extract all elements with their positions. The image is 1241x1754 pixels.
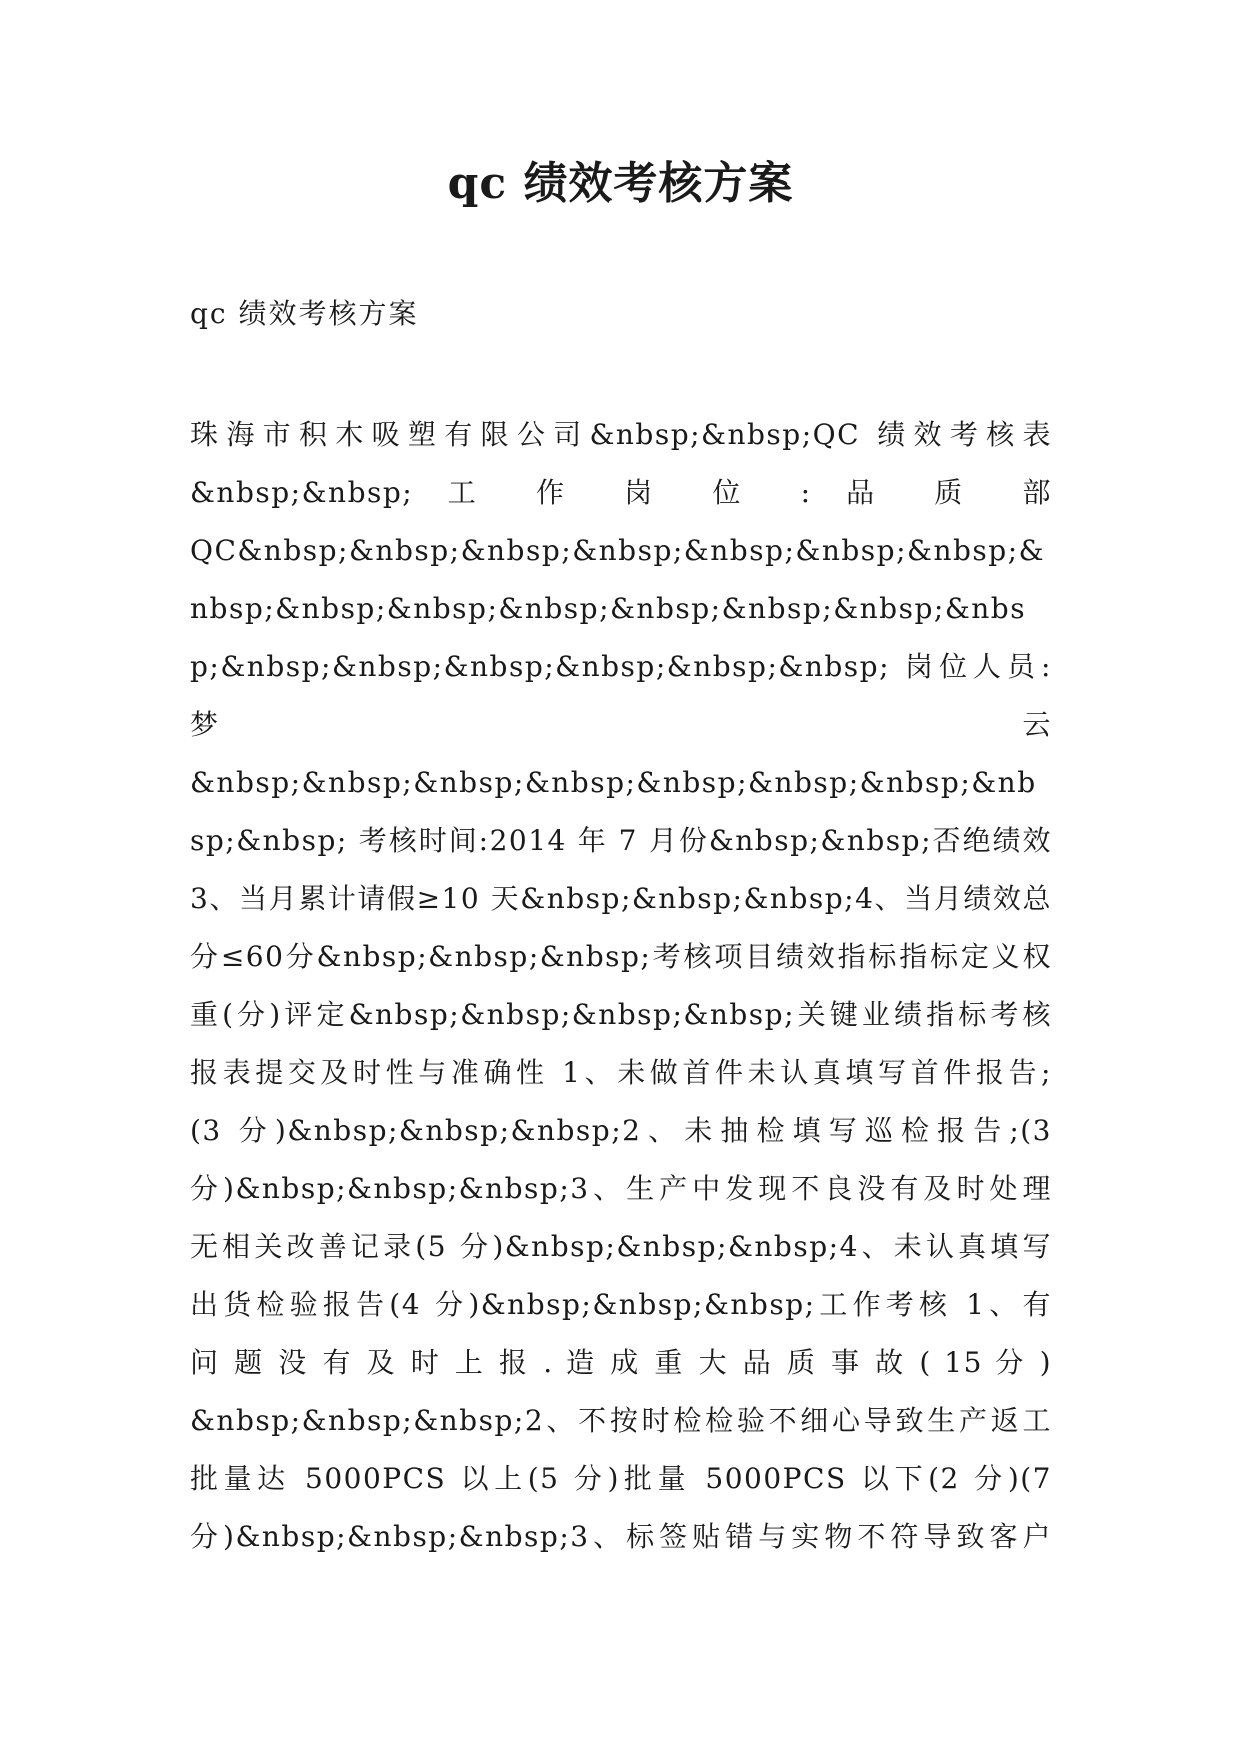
body-line: &nbsp;&nbsp;&nbsp;&nbsp;&nbsp;&nbsp;&nbsp;&nb bbox=[190, 766, 1037, 799]
body-line: nbsp;&nbsp;&nbsp;&nbsp;&nbsp;&nbsp;&nbsp;&nbs bbox=[190, 592, 1027, 625]
body-line: &nbsp;&nbsp; 工 作 岗 位 : 品 质 部 bbox=[190, 476, 1052, 509]
body-line: 3、当月累计请假≥10 天&nbsp;&nbsp;&nbsp;4、当月绩效总 bbox=[190, 882, 1052, 915]
body-line: (3 分)&nbsp;&nbsp;&nbsp;2、未抽检填写巡检报告;(3 bbox=[190, 1114, 1052, 1147]
body-line: QC&nbsp;&nbsp;&nbsp;&nbsp;&nbsp;&nbsp;&nbsp;& bbox=[190, 534, 1046, 567]
document-title: qc 绩效考核方案 bbox=[447, 158, 794, 209]
body-line: 问 题 没 有 及 时 上 报 . 造 成 重 大 品 质 事 故 ( 15 分 ) bbox=[190, 1346, 1052, 1379]
document-subtitle: qc 绩效考核方案 bbox=[190, 297, 419, 330]
body-line: 分)&nbsp;&nbsp;&nbsp;3、生产中发现不良没有及时处理 bbox=[190, 1172, 1052, 1205]
body-line: &nbsp;&nbsp;&nbsp;2、不按时检检验不细心导致生产返工 bbox=[190, 1404, 1052, 1437]
body-line: 无相关改善记录(5 分)&nbsp;&nbsp;&nbsp;4、未认真填写 bbox=[190, 1230, 1052, 1263]
body-line: sp;&nbsp; 考核时间:2014 年 7 月份&nbsp;&nbsp;否绝绩效 bbox=[190, 824, 1052, 857]
body-line: 报表提交及时性与准确性 1、未做首件未认真填写首件报告; bbox=[190, 1056, 1052, 1089]
body-line: 出货检验报告(4 分)&nbsp;&nbsp;&nbsp;工作考核 1、有 bbox=[190, 1288, 1052, 1321]
body-line: 分)&nbsp;&nbsp;&nbsp;3、标签贴错与实物不符导致客户 bbox=[190, 1520, 1052, 1553]
body-line: p;&nbsp;&nbsp;&nbsp;&nbsp;&nbsp;&nbsp; 岗位人员: bbox=[190, 650, 1052, 683]
body-line: 梦 云 bbox=[190, 708, 1052, 741]
body-line: 分≤60分&nbsp;&nbsp;&nbsp;考核项目绩效指标指标定义权 bbox=[190, 940, 1052, 973]
body-line: 批量达 5000PCS 以上(5 分)批量 5000PCS 以下(2 分)(7 bbox=[190, 1462, 1052, 1495]
body-line: 珠海市积木吸塑有限公司&nbsp;&nbsp;QC 绩效考核表 bbox=[190, 418, 1052, 451]
document-body bbox=[190, 406, 1052, 1566]
body-line: 重(分)评定&nbsp;&nbsp;&nbsp;&nbsp;关键业绩指标考核 bbox=[190, 998, 1052, 1031]
